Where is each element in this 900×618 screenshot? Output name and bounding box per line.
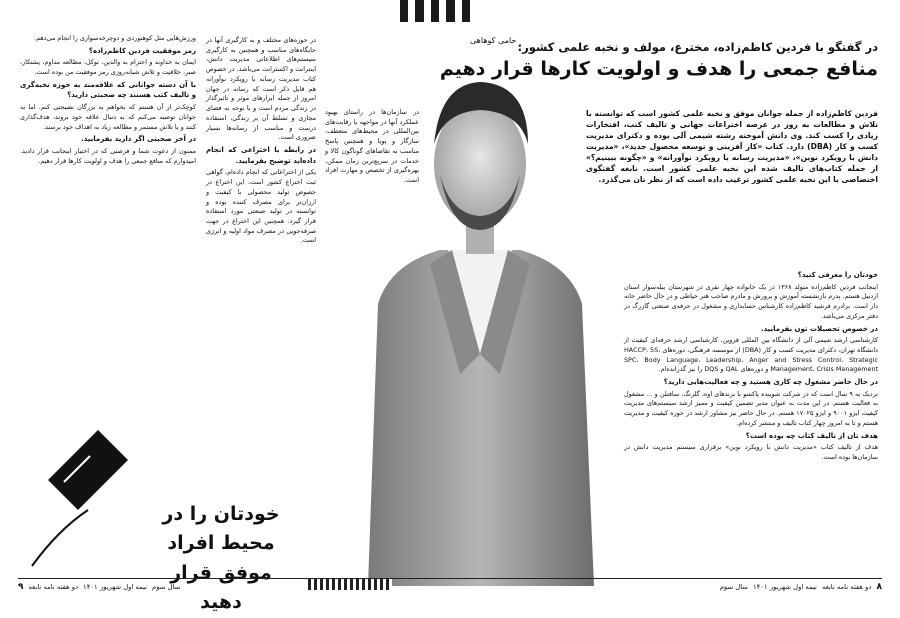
question: رمز موفقیت فردین کاظم‌زاده؟	[88, 46, 196, 55]
page-number: ۹	[18, 581, 24, 592]
page-footer	[18, 578, 882, 594]
article-lead: فردین کاظم‌زاده از جمله جوانان موفق و نخبه علمی کشور است که توانسته با تلاش و مطالعات به روز در عرصه اختراعات جهانی و تالیف کتب، افتخارات زیادی را کسب کند. وی دانش آموخته رشته شیمی آلی بوده و دکترای مدیریت کسب و کار (DBA) دارد. کتاب «کار آفرینی و توسعه محصول جدید»، «مدیریت دانش با رویکرد نوین»، «مدیریت رسانه با رویکرد نوآورانه» و «چگونه ببینیم؟» از جمله کتاب‌های تالیف شده این نخبه علمی کشور است. نابغه گفتگوی اختصاصی با این نخبه علمی کشور ترغیب داده است که از نظر تان می‌گذرد.	[586, 109, 878, 184]
column-4	[20, 34, 196, 439]
author-byline: حامی کوهاهی	[470, 36, 517, 45]
column-3	[206, 36, 316, 491]
footer-publication: دو هفته نامه نابغه	[28, 582, 79, 591]
header-decoration	[400, 0, 470, 22]
answer: ایمان به خداوند و احترام به والدین، توکل، مطالعه مداوم، پشتکار، صبر، خلاقیت و تلاش شبانه‌روزی رمز موفقیت من بوده است.	[20, 58, 196, 77]
footer-date: نیمه اول شهریور ۱۴۰۱	[83, 582, 148, 591]
article-headline: منافع جمعی را هدف و اولویت کارها قرار دهیم	[439, 58, 878, 80]
footer-year: سال سوم	[719, 582, 748, 591]
answer: اینجانب فردین کاظم‌زاده متولد ۱۳۶۸ در یک خانواده چهار نفری در شهرستان بیله‌سوار استان اردبیل هستم. پدرم بازنشسته آموزش و پرورش و مادرم صاحب هنر خیاطی و در حال حاضر خانه دار است. برادرم فرشید کاظم‌زاده کارشناس حسابداری و مشغول در حرفه‌ی صنعتی گازرگ در دفتر مرکزی می‌باشد.	[624, 282, 878, 320]
paragraph: ورزش‌هایی مثل کوهنوردی و دوچرخه‌سواری را انجام می‌دهم.	[34, 34, 196, 42]
footer-right	[720, 582, 882, 592]
question: در خصوص تحصیلات تون بفرمایید.	[760, 324, 878, 333]
answer: هدف از تالیف کتاب «مدیریت دانش با رویکرد نوین» برقراری سیستم مدیریت دانش در سازمان‌ها بوده است.	[624, 443, 878, 462]
pull-quote-line: خودتان را در محیط افراد موفق قرار دهید	[162, 503, 280, 614]
answer: نزدیک به ۹ سال است که در شرکت شوینده پاکشو با برندهای اوه، گلرنگ، سافتلن و ... مشغول به فعالیت هستم. در این مدت به عنوان مدیر تضمین کیفیت و ممیز ارشد سیستم‌های مدیریت کیفیت ایزو ۹۰۰۱ و ایزو ۱۷۰۲۵ هستم. در حال حاضر نیز مشاور ارشد در حوزه کیفیت و مدیریت هستم و تا به امروز چهار کتاب تالیف و منتشر کرده‌ام.	[624, 389, 878, 427]
answer: ممنون از دعوت شما و فرصتی که در اختیار اینجانب قرار دادید. امیدوارم که منافع جمعی را هدف و اولویت کارها قرار دهیم.	[20, 146, 196, 165]
question: در حال حاضر مشغول چه کاری هستید و چه فعالیت‌هایی دارید؟	[663, 378, 878, 387]
footer-publication: دو هفته نامه نابغه	[821, 582, 872, 591]
question: هدف تان از تالیف کتاب چه بوده است؟	[745, 431, 878, 440]
paragraph: در حوزه‌های مختلف و به کارگیری آنها در جایگاه‌های مناسب و همچنین به کارگیری سیستم‌های اطلاعاتی مدیریت دانش، اینترانت و اکسترانت می‌باشد. در خصوص کتاب مدیریت رسانه با رویکرد نوآورانه هم قابل ذکر است که رسانه در جهان امروز از جمله ابزارهای موثر و تاثیرگذار در زندگی مردم است و با توجه به فضای مجازی و تسلط آن بر زندگی، استفاده درست و مناسب از رسانه‌ها بسیار ضروری است.	[206, 36, 316, 142]
footer-left	[18, 582, 180, 592]
article-kicker: در گفتگو با فردین کاظم‌زاده، مخترع، مولف و نخبه علمی کشور:	[517, 40, 878, 54]
question: خودتان را معرفی کنید؟	[797, 271, 878, 279]
column-1	[624, 268, 878, 573]
footer-year: سال سوم	[152, 582, 181, 591]
question: با آن دسته جوانانی که علاقه‌مند به حوزه نخبه‌گری و تالیف کتب هستند چه صحبتی دارید؟	[20, 80, 196, 100]
answer: کوچک‌تر از آن هستم که بخواهم به بزرگان نصیحتی کنم. اما به جوانان توصیه می‌کنم که به دنبال علاقه خود بروند، هدف‌گذاری کنند و با تلاش مستمر و مطالعه زیاد به اهداف خود برسند.	[20, 103, 196, 131]
pull-quote	[156, 500, 286, 618]
answer: کارشناسی ارشد شیمی آلی از دانشگاه بین المللی قزوین، کارشناسی ارشد حرفه‌ای کیفیت از دانشگاه تهران، دکترای مدیریت کسب و کار (DBA) از موسسه فرهنگی، دوره‌های HACCP، 5S، SPC، Body Language، Leadership، Anger and Stress Control، Strategic Management، Crisis Management و دوره‌های QAL و DQS را نیز گذرانده‌ام.	[624, 336, 879, 374]
page-number: ۸	[876, 581, 882, 592]
interviewee-photo	[360, 54, 600, 586]
question: در رابطه با اختراعی که انجام داده‌اید توضیح بفرمایید.	[206, 146, 316, 165]
paragraph: در سازمان‌ها در راستای بهبود عملکرد آنها در مواجهه با رقابت‌های بین‌المللی در محیط‌های متعطف، سازگار و پویا و همچنین پاسخ مناسب به تقاضاهای گوناگون کالا و خدمات در سریع‌ترین زمان ممکن، بهره‌گیری از تخصص و مهارت افراد است.	[325, 108, 419, 185]
footer-date: نیمه اول شهریور ۱۴۰۱	[752, 582, 817, 591]
question: در آخر صحبتی اگر دارید بفرمایید.	[81, 135, 196, 144]
answer: یکی از اختراعاتی که انجام داده‌ام، گواهی ثبت اختراع کشور است. این اختراع در خصوص تولید محصولی با کیفیت و ارزان‌تر برای مصرف کننده بوده و توانسته در تولید صنعتی مورد استفاده قرار گیرد. همچنین این اختراع در جهت صرفه‌جویی در مصرف مواد اولیه و انرژی است.	[206, 168, 316, 245]
